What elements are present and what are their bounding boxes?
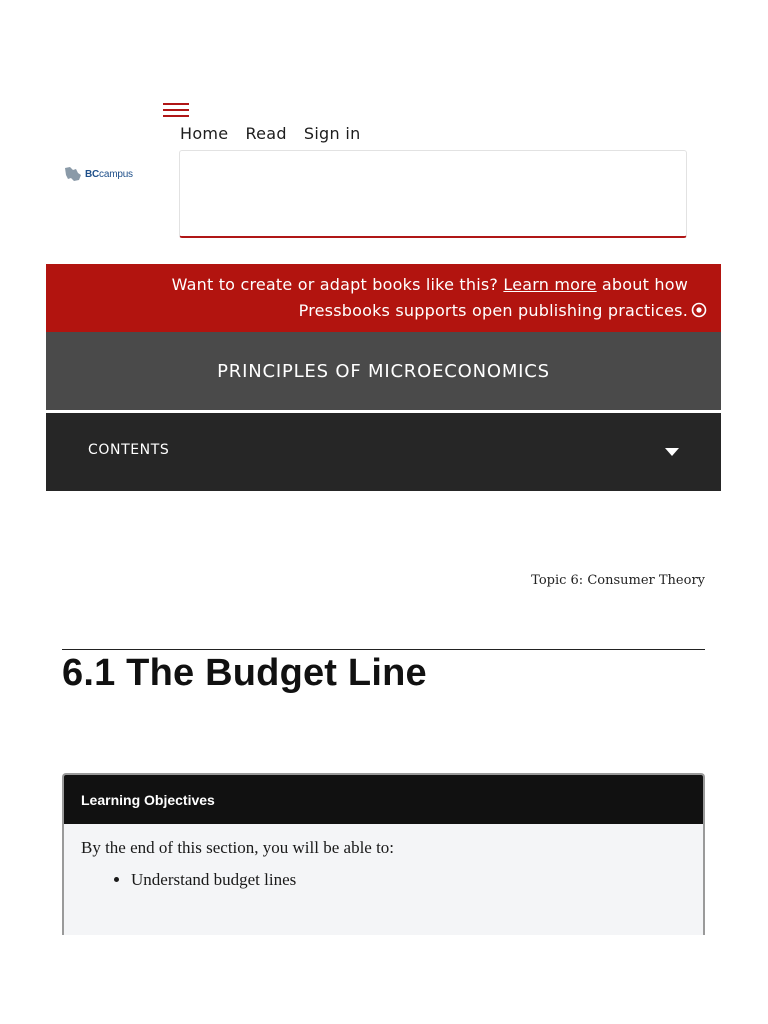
learning-objectives-box (62, 773, 705, 935)
logo-text: BCcampus (85, 168, 133, 180)
list-item: • Understand budget lines (131, 870, 686, 890)
learning-objectives-intro: By the end of this section, you will be able to: (81, 838, 395, 857)
bc-map-icon (64, 166, 82, 182)
divider (62, 649, 705, 650)
top-nav (180, 124, 378, 143)
contents-label: CONTENTS (88, 442, 170, 458)
book-title[interactable]: PRINCIPLES OF MICROECONOMICS (217, 360, 550, 382)
learn-more-link[interactable]: Learn more (503, 275, 597, 294)
promo-banner (46, 264, 721, 332)
learning-objectives-list (81, 870, 686, 890)
nav-home-link[interactable]: Home (180, 124, 229, 143)
breadcrumb: Topic 6: Consumer Theory (531, 573, 705, 588)
contents-toggle[interactable] (46, 413, 721, 491)
learning-objectives-heading: Learning Objectives (64, 775, 703, 824)
hamburger-menu-icon[interactable] (163, 103, 189, 118)
page-title: 6.1 The Budget Line (62, 652, 427, 694)
book-title-bar[interactable] (46, 332, 721, 410)
promo-text: Want to create or adapt books like this? Learn more about how Pressbooks supports open publishing practices. (171, 275, 688, 320)
nav-sign-in-link[interactable]: Sign in (303, 124, 361, 143)
chevron-down-icon (665, 448, 679, 456)
bccampus-logo[interactable] (64, 165, 133, 183)
close-circle-icon[interactable] (691, 302, 707, 318)
search-panel[interactable] (179, 150, 687, 238)
learning-objectives-body (64, 824, 703, 890)
nav-read-link[interactable]: Read (245, 124, 287, 143)
